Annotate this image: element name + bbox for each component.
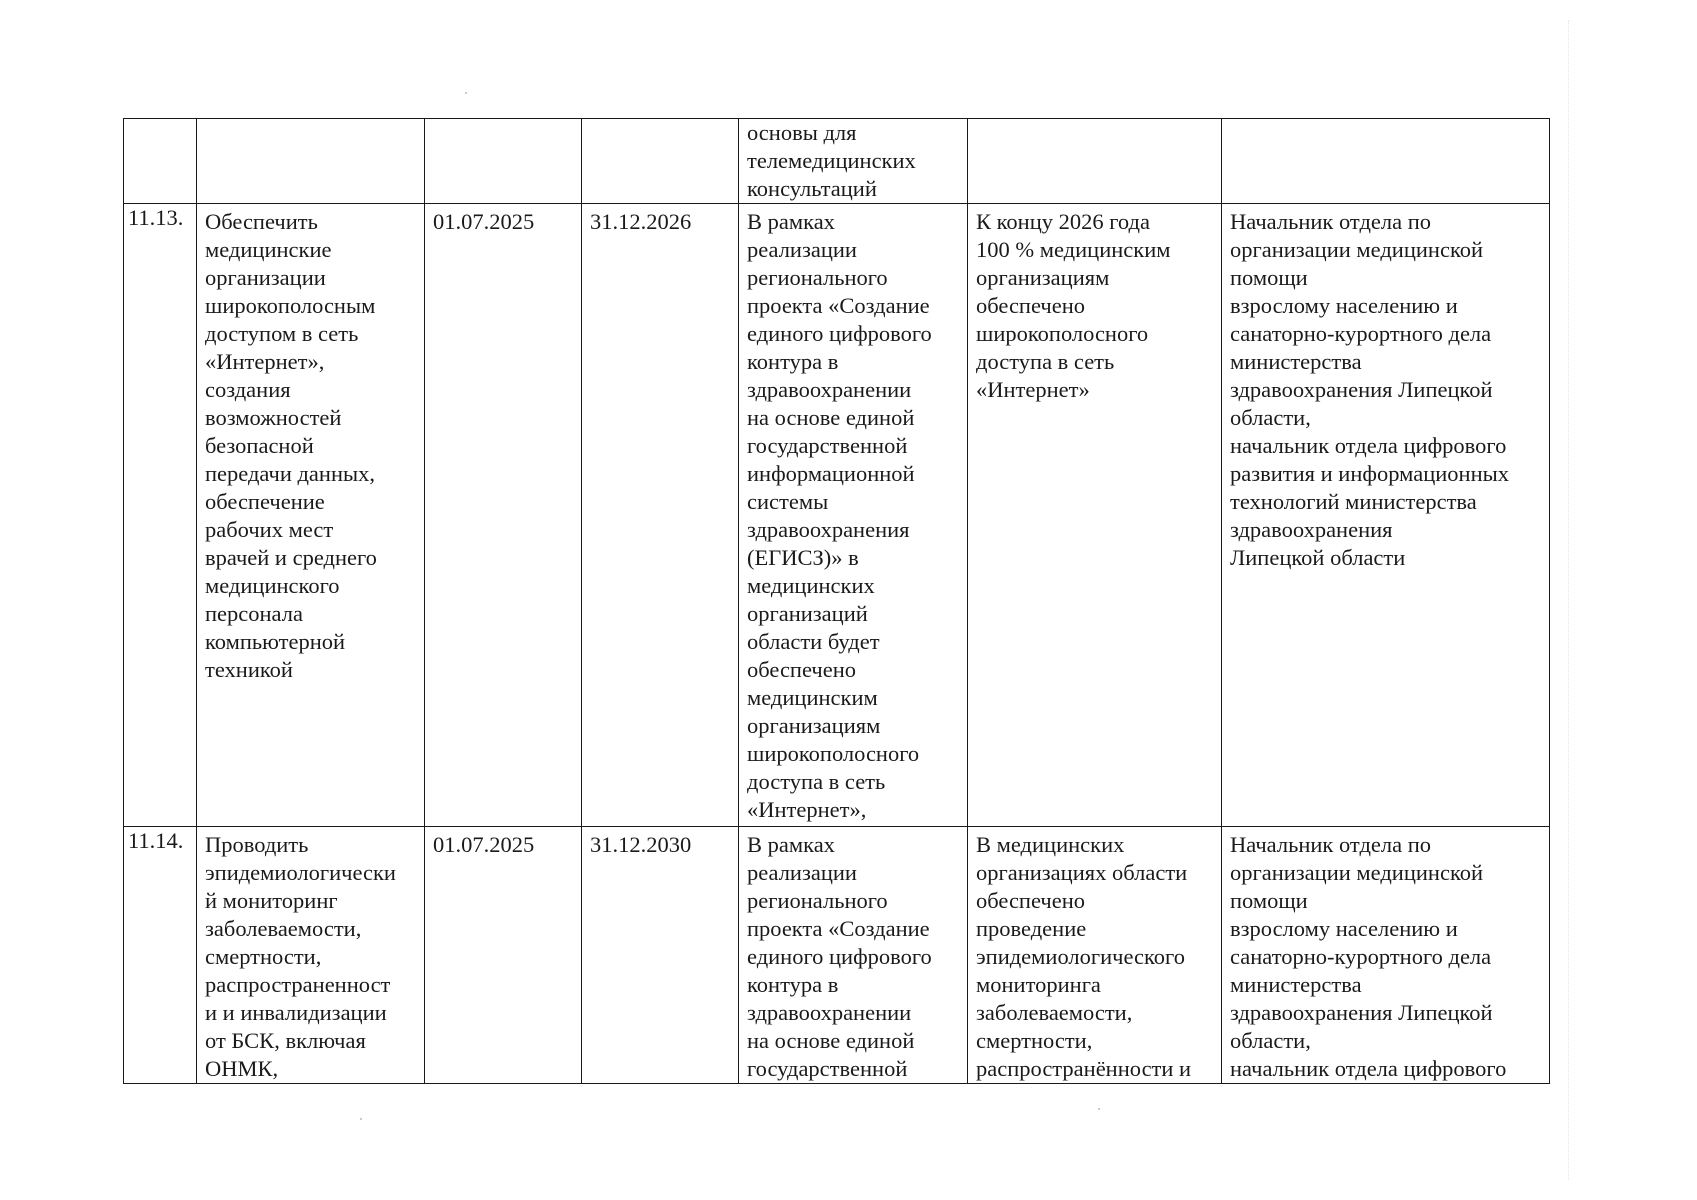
table-row xyxy=(124,827,1550,1084)
item-number-cell: 11.13. xyxy=(124,204,197,827)
scan-speck xyxy=(360,1118,362,1120)
result-cell: К концу 2026 года 100 % медицинским организациям обеспечено широкополосного доступа в сеть «Интернет» xyxy=(968,204,1222,827)
start-date-cell xyxy=(425,119,582,204)
end-date-cell xyxy=(582,119,739,204)
start-date-cell: 01.07.2025 xyxy=(425,204,582,827)
start-date-cell: 01.07.2025 xyxy=(425,827,582,1084)
scan-speck xyxy=(465,92,467,94)
scan-speck xyxy=(1098,1108,1100,1110)
item-number-cell: 11.14. xyxy=(124,827,197,1084)
content-cell: В рамках реализации регионального проекта «Создание единого цифрового контура в здравоохранении на основе единой государственной xyxy=(739,827,968,1084)
item-number-cell xyxy=(124,119,197,204)
responsible-cell xyxy=(1222,119,1550,204)
result-cell xyxy=(968,119,1222,204)
measure-cell: Обеспечить медицинские организации широкополосным доступом в сеть «Интернет», создания возможностей безопасной передачи данных, обеспечение рабочих мест врачей и среднего медицинского персонала компьютерной техникой xyxy=(197,204,425,827)
measure-cell: Проводить эпидемиологически й мониторинг заболеваемости, смертности, распространенност и и инвалидизации от БСК, включая ОНМК, xyxy=(197,827,425,1084)
table-row xyxy=(124,119,1550,204)
end-date-cell: 31.12.2030 xyxy=(582,827,739,1084)
content-cell: В рамках реализации регионального проекта «Создание единого цифрового контура в здравоохранении на основе единой государственной информационной системы здравоохранения (ЕГИСЗ)» в медицинских организаций области будет обеспечено медицинским организациям широкополосного доступа в сеть «Интернет», xyxy=(739,204,968,827)
scan-edge-artifact xyxy=(1567,20,1569,1180)
end-date-cell: 31.12.2026 xyxy=(582,204,739,827)
table-row xyxy=(124,204,1550,827)
responsible-cell: Начальник отдела по организации медицинской помощи взрослому населению и санаторно-курортного дела министерства здравоохранения Липецкой области, начальник отдела цифрового xyxy=(1222,827,1550,1084)
result-cell: В медицинских организациях области обеспечено проведение эпидемиологического мониторинга заболеваемости, смертности, распространённости и xyxy=(968,827,1222,1084)
measures-table xyxy=(123,118,1550,1084)
measure-cell xyxy=(197,119,425,204)
content-cell: основы для телемедицинских консультаций xyxy=(739,119,968,204)
responsible-cell: Начальник отдела по организации медицинской помощи взрослому населению и санаторно-курортного дела министерства здравоохранения Липецкой области, начальник отдела цифрового развития и информационных технологий министерства здравоохранения Липецкой области xyxy=(1222,204,1550,827)
